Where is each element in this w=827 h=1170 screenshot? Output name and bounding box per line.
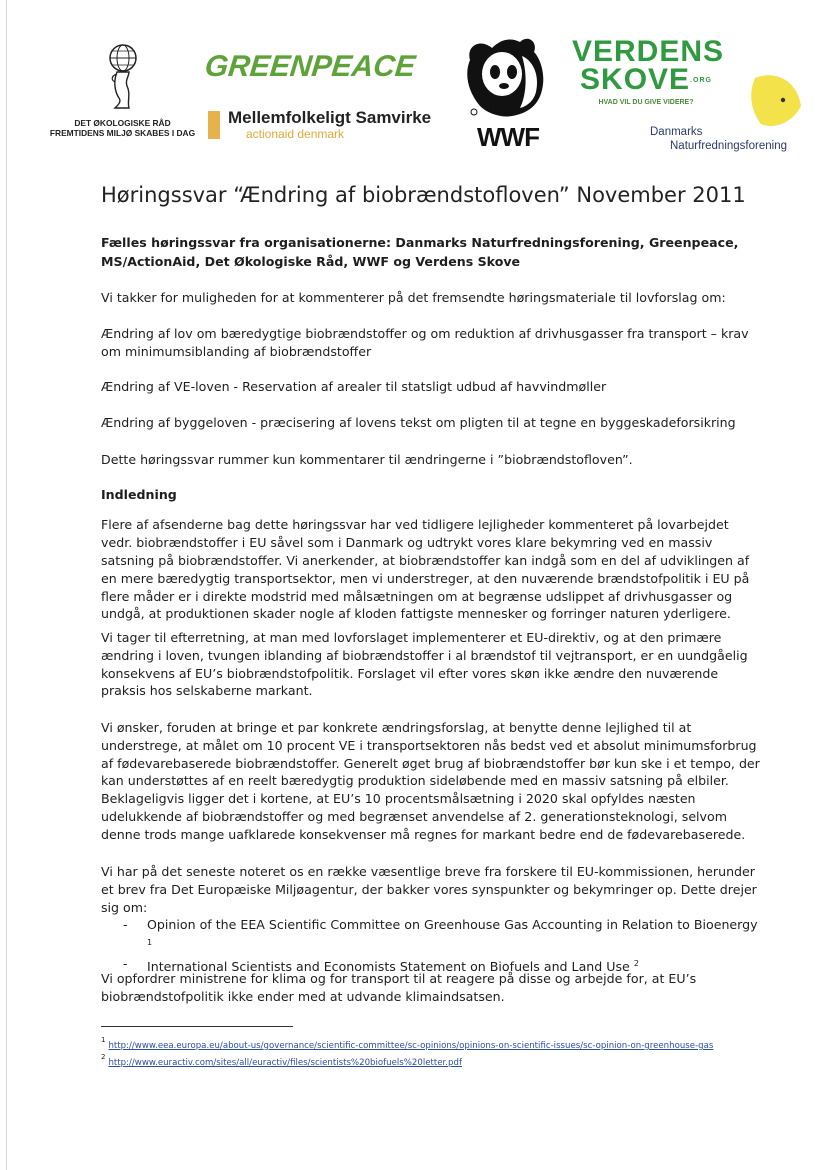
page-title: Høringssvar “Ændring af biobrændstofloven” November 2011 xyxy=(101,183,746,207)
section-indledning xyxy=(101,486,761,636)
verdens-skove-line2: SKOVE.ORG xyxy=(580,63,712,96)
ms-title: Mellemfolkeligt Samvirke xyxy=(228,108,432,127)
scope-paragraph: Dette høringssvar rummer kun kommentarer til ændringerne i ”biobrændstofloven”. xyxy=(101,452,633,467)
closing-paragraph: Vi opfordrer ministrene for klima og for transport til at reagere på disse og arbejde for, at EU’s biobrændstofpolitik ikke ender med at udvande klimaindsatsen. xyxy=(101,971,697,1004)
list-item: Ændring af byggeloven - præcisering af lovens tekst om pligten til at tegne en byggeskadeforsikring xyxy=(101,415,736,430)
intro-paragraph: Vi takker for muligheden for at kommenterer på det fremsendte høringsmateriale til lovforslag om: xyxy=(101,290,726,305)
panda-icon xyxy=(462,30,554,122)
reference-item: - Opinion of the EEA Scientific Committee on Greenhouse Gas Accounting in Relation to Bioenergy $^1$ xyxy=(101,916,761,955)
footnote-1: $^1$http://www.eea.europa.eu/about-us/governance/scientific-committee/sc-opinions/opinions-on-scientific-issues/sc-opinion-on-greenhouse-gas xyxy=(101,1036,714,1051)
section-heading: Indledning xyxy=(101,487,177,502)
ms-subtitle: actionaid denmark xyxy=(246,127,345,141)
footnote-divider xyxy=(101,1026,293,1027)
verdens-skove-line1: VERDENS xyxy=(572,35,725,68)
list-item: Ændring af VE-loven - Reservation af arealer til statsligt udbud af havvindmøller xyxy=(101,379,607,394)
wwf-wordmark: WWF xyxy=(477,122,539,152)
ms-actionaid-logo xyxy=(210,108,431,141)
verdens-skove-logo xyxy=(572,35,725,107)
footnote-link-2[interactable]: http://www.euractiv.com/sites/all/euractiv/files/scientists%20biofuels%20letter.pdf xyxy=(108,1058,462,1068)
globe-figure-icon xyxy=(103,42,143,114)
deor-caption-1: DET ØKOLOGISKE RÅD xyxy=(74,118,171,128)
deor-caption-2: FREMTIDENS MILJØ SKABES I DAG xyxy=(49,128,196,138)
footnote-link-1[interactable]: http://www.eea.europa.eu/about-us/governance/scientific-committee/sc-opinions/opinions-on-scientific-issues/sc-opinion-on-greenhouse-gas xyxy=(108,1041,714,1051)
dn-line2: Naturfredningsforening xyxy=(670,140,787,152)
organisations-subtitle: Fælles høringssvar fra organisationerne: Danmarks Naturfredningsforening, Greenpeace, MS/ActionAid, Det Økologiske Råd, WWF og Verdens Skove xyxy=(101,235,739,269)
det-okologiske-raad-logo xyxy=(40,42,205,138)
body-paragraph: Vi ønsker, foruden at bringe et par konkrete ændringsforslag, at benytte denne lejlighed til at understrege, at målet om 10 procent VE i transportsektoren nås bedst ved et absolut minimumsforbrug af fødevarebaserede biobrændstoffer. Generelt øget brug af biobrændstoffer bør kun ske i et tempo, der kan understøttes af en reelt bæredygtig produktion sideløbende med en massiv satsning på elbiler. Beklageligvis ligger det i kortene, at EU’s 10 procentsmålsætning i 2020 skal opfyldes næsten udelukkende af biobrændstoffer og med begrænset anvendelse af 2. generationsteknologi, selvom denne trods mange uafklarede konsekvenser må regnes for markant bedre end de fødevarebaserede. xyxy=(101,720,760,842)
list-item: Ændring af lov om bæredygtige biobrændstoffer og om reduktion af drivhusgasser fra transport – krav om minimumsiblanding af biobrændstoffer xyxy=(101,326,749,359)
body-paragraph: Vi tager til efterretning, at man med lovforslaget implementerer et EU-direktiv, og at den primære ændring i loven, tvungen iblanding af biobrændstoffer i al brændstof til vejtransport, er en uundgåelig konsekvens af EU’s biobrændstofpolitik. Forslaget vil efter vores skøn ikke ændre den nuværende praksis hos selskaberne markant. xyxy=(101,630,748,699)
body-paragraph: Flere af afsenderne bag dette høringssvar har ved tidligere lejligheder kommenteret på lovarbejdet vedr. biobrændstoffer i EU såvel som i Danmark og udtrykt vores klare bekymring ved en massiv satsning på biobrændstoffer. Vi anerkender, at biobrændstoffer kan indgå som en del af udviklingen af en mere bæredygtig transportsektor, men vi understreger, at den nuværende brændstofpolitik i EU på flere måder er i direkte modstrid med målsætningen om at begrænse udslippet af drivhusgasser og undgå, at produktionen skader nogle af kloden fattigste mennesker og forringer naturen yderligere. xyxy=(101,517,750,622)
wwf-logo xyxy=(462,30,554,153)
reference-list xyxy=(101,916,761,976)
body-paragraph: Vi har på det seneste noteret os en række væsentlige breve fra forskere til EU-kommissionen, herunder et brev fra Det Europæiske Miljøagentur, der bakker vores synspunkter og bekymringer op. Dette drejer sig om: xyxy=(101,864,757,915)
footnote-2: $^2$http://www.euractiv.com/sites/all/euractiv/files/scientists%20biofuels%20letter.pdf xyxy=(101,1053,462,1068)
dn-line1: Danmarks xyxy=(650,126,703,138)
reference-item: - International Scientists and Economists Statement on Biofuels and Land Use $^2$ xyxy=(101,955,761,976)
verdens-skove-tagline: HVAD VIL DU GIVE VIDERE? xyxy=(598,99,694,107)
greenpeace-logo: GREENPEACE xyxy=(203,50,417,83)
ms-flag-icon xyxy=(208,111,220,139)
page-edge xyxy=(6,0,7,1170)
dn-leaf-icon xyxy=(745,70,805,134)
